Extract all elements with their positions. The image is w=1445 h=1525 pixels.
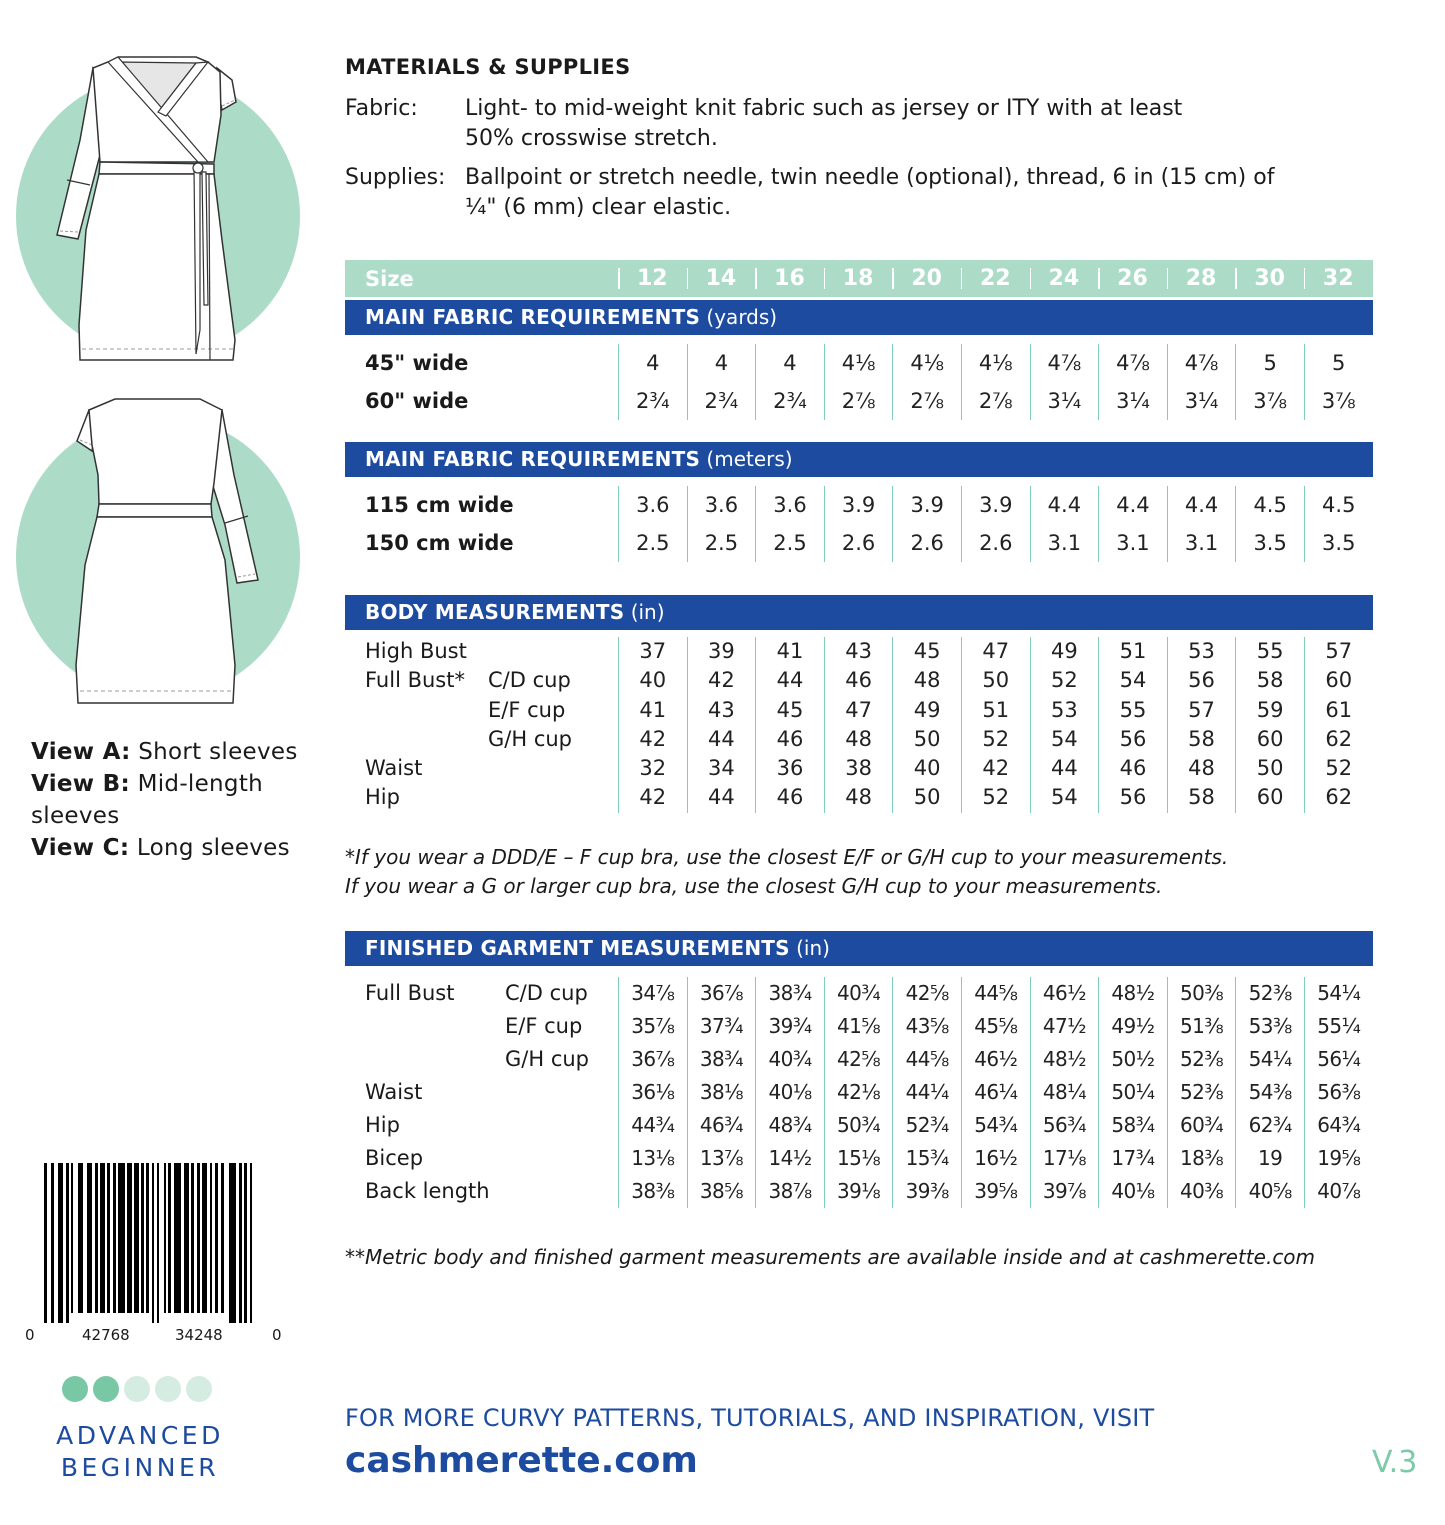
table-cell: 52 [1304,754,1373,783]
table-cell: 62¾ [1235,1109,1304,1142]
skill-dot-empty-icon [155,1376,181,1402]
table-cell: 2⅞ [961,382,1030,420]
table-cell: 61 [1304,696,1373,725]
size-column-header: 32 [1304,260,1373,297]
table-cell: 41⅝ [824,1010,893,1043]
table-cell: 56 [1167,666,1236,695]
website-link[interactable]: cashmerette.com [345,1440,698,1481]
table-cell: 19⅝ [1304,1142,1373,1175]
table-cell: 46½ [961,1043,1030,1076]
table-cell: 3.6 [755,486,824,524]
table-cell: 2.5 [755,524,824,562]
row-label: Waist [365,756,423,781]
table-cell: 36⅛ [618,1076,687,1109]
table-cell: 45 [755,696,824,725]
table-cell: 46 [755,725,824,754]
row-label: 150 cm wide [365,531,514,555]
table-cell: 42 [618,783,687,812]
table-cell: 40 [892,754,961,783]
skill-dot-filled-icon [62,1376,88,1402]
table-cell: 42 [961,754,1030,783]
table-row [345,486,1373,524]
table-cell: 3.5 [1304,524,1373,562]
table-cell: 49½ [1098,1010,1167,1043]
table-cell: 52⅜ [1167,1076,1236,1109]
row-sublabel: C/D cup [488,668,571,693]
table-cell: 2⅞ [824,382,893,420]
barcode-group-2: 34248 [175,1326,223,1344]
table-cell: 3.1 [1098,524,1167,562]
row-sublabel: G/H cup [505,1047,589,1071]
table-cell: 4.4 [1030,486,1099,524]
table-cell: 55 [1098,696,1167,725]
table-cell: 48¼ [1030,1076,1099,1109]
table-cell: 52 [961,725,1030,754]
skill-dot-empty-icon [186,1376,212,1402]
table-cell: 38⅜ [618,1175,687,1208]
meters-table [345,486,1373,562]
table-row [345,524,1373,562]
table-row [345,1043,1373,1076]
barcode-left-digit: 0 [25,1326,35,1344]
table-cell: 38¾ [687,1043,756,1076]
table-cell: 50 [1235,754,1304,783]
supplies-text: Ballpoint or stretch needle, twin needle (optional), thread, 6 in (15 cm) of ¼" (6 mm) clear elastic. [465,165,1275,220]
table-cell: 54¾ [961,1109,1030,1142]
table-cell: 14½ [755,1142,824,1175]
table-cell: 13⅛ [618,1142,687,1175]
table-cell: 40¾ [755,1043,824,1076]
table-cell: 36⅞ [618,1043,687,1076]
size-label: Size [365,267,414,291]
table-cell: 4.5 [1235,486,1304,524]
table-cell: 4.5 [1304,486,1373,524]
table-cell: 39 [687,637,756,666]
table-cell: 50 [961,666,1030,695]
body-measurements-table [345,637,1373,813]
table-cell: 2¾ [755,382,824,420]
table-cell: 54 [1098,666,1167,695]
table-cell: 56 [1098,783,1167,812]
table-cell: 49 [892,696,961,725]
table-cell: 54⅜ [1235,1076,1304,1109]
metric-footnote: **Metric body and finished garment measurements are available inside and at cashmerette.com [345,1245,1316,1269]
table-cell: 42⅛ [824,1076,893,1109]
table-cell: 43 [824,637,893,666]
table-cell: 4⅛ [824,344,893,382]
table-cell: 53⅜ [1235,1010,1304,1043]
table-cell: 60 [1235,783,1304,812]
table-cell: 44 [755,666,824,695]
row-label: 45" wide [365,351,469,375]
table-cell: 51 [1098,637,1167,666]
barcode-group-1: 42768 [82,1326,130,1344]
table-cell: 54 [1030,725,1099,754]
table-cell: 54 [1030,783,1099,812]
yards-table [345,344,1373,420]
table-cell: 2.5 [687,524,756,562]
skill-level-indicator [62,1376,212,1402]
size-column-header: 14 [687,260,756,297]
table-row [345,1109,1373,1142]
table-cell: 3.9 [961,486,1030,524]
size-column-header: 26 [1098,260,1167,297]
table-cell: 58 [1235,666,1304,695]
size-column-header: 20 [892,260,961,297]
table-cell: 2¾ [618,382,687,420]
row-sublabel: C/D cup [505,981,588,1005]
table-cell: 13⅞ [687,1142,756,1175]
table-cell: 41 [755,637,824,666]
table-cell: 32 [618,754,687,783]
meters-section-header: MAIN FABRIC REQUIREMENTS (meters) [345,442,1373,477]
table-cell: 4.4 [1167,486,1236,524]
table-cell: 47 [961,637,1030,666]
table-cell: 39¾ [755,1010,824,1043]
table-cell: 3.9 [892,486,961,524]
table-cell: 17⅛ [1030,1142,1099,1175]
table-cell: 40⅜ [1167,1175,1236,1208]
table-cell: 60¾ [1167,1109,1236,1142]
table-cell: 46 [755,783,824,812]
table-cell: 62 [1304,725,1373,754]
table-cell: 3¼ [1167,382,1236,420]
table-cell: 48 [824,783,893,812]
version-label: V.3 [1372,1445,1418,1480]
dress-back-icon [0,385,320,715]
table-cell: 3.6 [687,486,756,524]
table-cell: 62 [1304,783,1373,812]
view-c-description: View C: Long sleeves [31,835,290,861]
table-cell: 58 [1167,725,1236,754]
table-cell: 64¾ [1304,1109,1373,1142]
table-cell: 57 [1304,637,1373,666]
table-cell: 54¼ [1235,1043,1304,1076]
barcode-right-digit: 0 [272,1326,282,1344]
table-row [345,1076,1373,1109]
table-cell: 57 [1167,696,1236,725]
table-cell: 44 [687,783,756,812]
table-cell: 52⅜ [1235,977,1304,1010]
size-header-row [345,260,1373,297]
table-cell: 3.5 [1235,524,1304,562]
skill-level-label: ADVANCED BEGINNER [56,1421,224,1482]
table-cell: 53 [1167,637,1236,666]
size-column-header: 24 [1030,260,1099,297]
table-cell: 60 [1304,666,1373,695]
table-cell: 3.1 [1167,524,1236,562]
table-cell: 42⅝ [892,977,961,1010]
table-cell: 39⅜ [892,1175,961,1208]
table-cell: 56 [1098,725,1167,754]
table-cell: 3¼ [1030,382,1099,420]
table-cell: 3⅞ [1304,382,1373,420]
table-cell: 56¼ [1304,1043,1373,1076]
table-cell: 46 [1098,754,1167,783]
table-cell: 39⅞ [1030,1175,1099,1208]
table-cell: 19 [1235,1142,1304,1175]
table-row [345,696,1373,725]
table-cell: 15¾ [892,1142,961,1175]
finished-section-header: FINISHED GARMENT MEASUREMENTS (in) [345,931,1373,966]
table-cell: 53 [1030,696,1099,725]
table-cell: 18⅜ [1167,1142,1236,1175]
table-cell: 50¼ [1098,1076,1167,1109]
table-cell: 42 [618,725,687,754]
table-cell: 4⅞ [1167,344,1236,382]
table-cell: 49 [1030,637,1099,666]
table-cell: 17¾ [1098,1142,1167,1175]
table-cell: 60 [1235,725,1304,754]
table-cell: 48½ [1098,977,1167,1010]
view-b-illustration [0,385,320,715]
table-cell: 3.9 [824,486,893,524]
table-cell: 44⅝ [961,977,1030,1010]
row-label: High Bust [365,639,467,663]
table-cell: 4⅛ [961,344,1030,382]
table-cell: 37 [618,637,687,666]
table-cell: 44⅝ [892,1043,961,1076]
table-cell: 4 [755,344,824,382]
table-cell: 4.4 [1098,486,1167,524]
table-row [345,725,1373,754]
size-column-header: 28 [1167,260,1236,297]
table-cell: 50 [892,725,961,754]
table-cell: 58¾ [1098,1109,1167,1142]
table-cell: 50⅜ [1167,977,1236,1010]
table-row [345,344,1373,382]
table-cell: 2.6 [824,524,893,562]
table-cell: 48 [1167,754,1236,783]
table-row [345,1142,1373,1175]
table-cell: 2¾ [687,382,756,420]
row-sublabel: G/H cup [488,726,572,751]
table-cell: 59 [1235,696,1304,725]
table-row [345,977,1373,1010]
table-row [345,1175,1373,1208]
table-cell: 52 [1030,666,1099,695]
row-label: Bicep [365,1146,424,1170]
table-cell: 38 [824,754,893,783]
table-cell: 38⅝ [687,1175,756,1208]
table-cell: 42 [687,666,756,695]
supplies-label: Supplies: [345,165,446,190]
barcode-icon [22,1160,292,1350]
table-cell: 50½ [1098,1043,1167,1076]
view-a-illustration [0,20,320,380]
table-cell: 44¾ [618,1109,687,1142]
table-row [345,1010,1373,1043]
table-cell: 45 [892,637,961,666]
table-row [345,382,1373,420]
table-row [345,783,1373,812]
table-cell: 58 [1167,783,1236,812]
size-column-header: 22 [961,260,1030,297]
size-column-header: 12 [618,260,687,297]
table-cell: 46½ [1030,977,1099,1010]
table-cell: 54¼ [1304,977,1373,1010]
table-cell: 44¼ [892,1076,961,1109]
table-cell: 40⅝ [1235,1175,1304,1208]
row-label: 115 cm wide [365,493,514,517]
table-cell: 43 [687,696,756,725]
table-cell: 5 [1304,344,1373,382]
table-cell: 40 [618,666,687,695]
table-cell: 4⅛ [892,344,961,382]
table-cell: 50 [892,783,961,812]
table-cell: 3¼ [1098,382,1167,420]
size-columns [618,260,1373,297]
promo-text: FOR MORE CURVY PATTERNS, TUTORIALS, AND INSPIRATION, VISIT [345,1404,1155,1432]
table-cell: 4 [687,344,756,382]
table-cell: 36 [755,754,824,783]
table-cell: 2.5 [618,524,687,562]
table-cell: 46¼ [961,1076,1030,1109]
table-cell: 16½ [961,1142,1030,1175]
table-cell: 52⅜ [1167,1043,1236,1076]
table-cell: 40⅛ [755,1076,824,1109]
yards-section-header: MAIN FABRIC REQUIREMENTS (yards) [345,300,1373,335]
table-cell: 48 [824,725,893,754]
table-row [345,754,1373,783]
table-cell: 42⅝ [824,1043,893,1076]
cup-size-footnote: *If you wear a DDD/E – F cup bra, use the closest E/F or G/H cup to your measurements. If you wear a G or larger cup bra, use the closest G/H cup to your measurements. [345,845,1229,898]
row-sublabel: E/F cup [505,1014,583,1038]
table-cell: 56⅜ [1304,1076,1373,1109]
table-cell: 38¾ [755,977,824,1010]
table-cell: 43⅝ [892,1010,961,1043]
table-cell: 3.1 [1030,524,1099,562]
table-cell: 5 [1235,344,1304,382]
table-cell: 41 [618,696,687,725]
table-cell: 48½ [1030,1043,1099,1076]
row-label: Full Bust [365,981,455,1005]
finished-measurements-table [345,977,1373,1208]
row-sublabel: E/F cup [488,697,566,722]
table-cell: 39⅛ [824,1175,893,1208]
table-cell: 34 [687,754,756,783]
table-cell: 44 [687,725,756,754]
table-cell: 4⅞ [1098,344,1167,382]
size-column-header: 16 [755,260,824,297]
table-cell: 48 [892,666,961,695]
row-label: Full Bust* [365,668,465,693]
skill-dot-empty-icon [124,1376,150,1402]
barcode [22,1160,292,1350]
size-column-header: 30 [1235,260,1304,297]
table-cell: 48¾ [755,1109,824,1142]
skill-dot-filled-icon [93,1376,119,1402]
table-cell: 38⅞ [755,1175,824,1208]
fabric-label: Fabric: [345,96,418,121]
table-cell: 47 [824,696,893,725]
wrap-dress-front-icon [0,20,320,380]
table-cell: 37¾ [687,1010,756,1043]
view-descriptions [31,736,321,864]
table-cell: 4⅞ [1030,344,1099,382]
table-cell: 47½ [1030,1010,1099,1043]
table-cell: 40⅞ [1304,1175,1373,1208]
table-row [345,666,1373,695]
table-cell: 46¾ [687,1109,756,1142]
row-label: Waist [365,1080,423,1104]
fabric-text: Light- to mid-weight knit fabric such as jersey or ITY with at least 50% crosswise stretch. [465,96,1183,151]
table-cell: 38⅛ [687,1076,756,1109]
table-cell: 3.6 [618,486,687,524]
table-cell: 52 [961,783,1030,812]
body-section-header: BODY MEASUREMENTS (in) [345,595,1373,630]
row-label: Back length [365,1179,490,1203]
table-cell: 46 [824,666,893,695]
table-cell: 45⅝ [961,1010,1030,1043]
size-column-header: 18 [824,260,893,297]
table-cell: 55¼ [1304,1010,1373,1043]
table-cell: 4 [618,344,687,382]
table-cell: 50¾ [824,1109,893,1142]
row-label: 60" wide [365,389,469,413]
table-cell: 51⅜ [1167,1010,1236,1043]
table-cell: 35⅞ [618,1010,687,1043]
table-cell: 40¾ [824,977,893,1010]
table-cell: 2⅞ [892,382,961,420]
table-cell: 15⅛ [824,1142,893,1175]
table-row [345,637,1373,666]
table-cell: 36⅞ [687,977,756,1010]
row-label: Hip [365,1113,400,1137]
table-cell: 2.6 [892,524,961,562]
view-b-description: View B: Mid-length sleeves [31,771,264,829]
table-cell: 51 [961,696,1030,725]
view-a-description: View A: Short sleeves [31,739,298,765]
table-cell: 56¾ [1030,1109,1099,1142]
table-cell: 52¾ [892,1109,961,1142]
table-cell: 39⅝ [961,1175,1030,1208]
table-cell: 3⅞ [1235,382,1304,420]
table-cell: 2.6 [961,524,1030,562]
row-label: Hip [365,785,400,810]
materials-title: MATERIALS & SUPPLIES [345,55,631,79]
table-cell: 55 [1235,637,1304,666]
table-cell: 40⅛ [1098,1175,1167,1208]
table-cell: 34⅞ [618,977,687,1010]
table-cell: 44 [1030,754,1099,783]
